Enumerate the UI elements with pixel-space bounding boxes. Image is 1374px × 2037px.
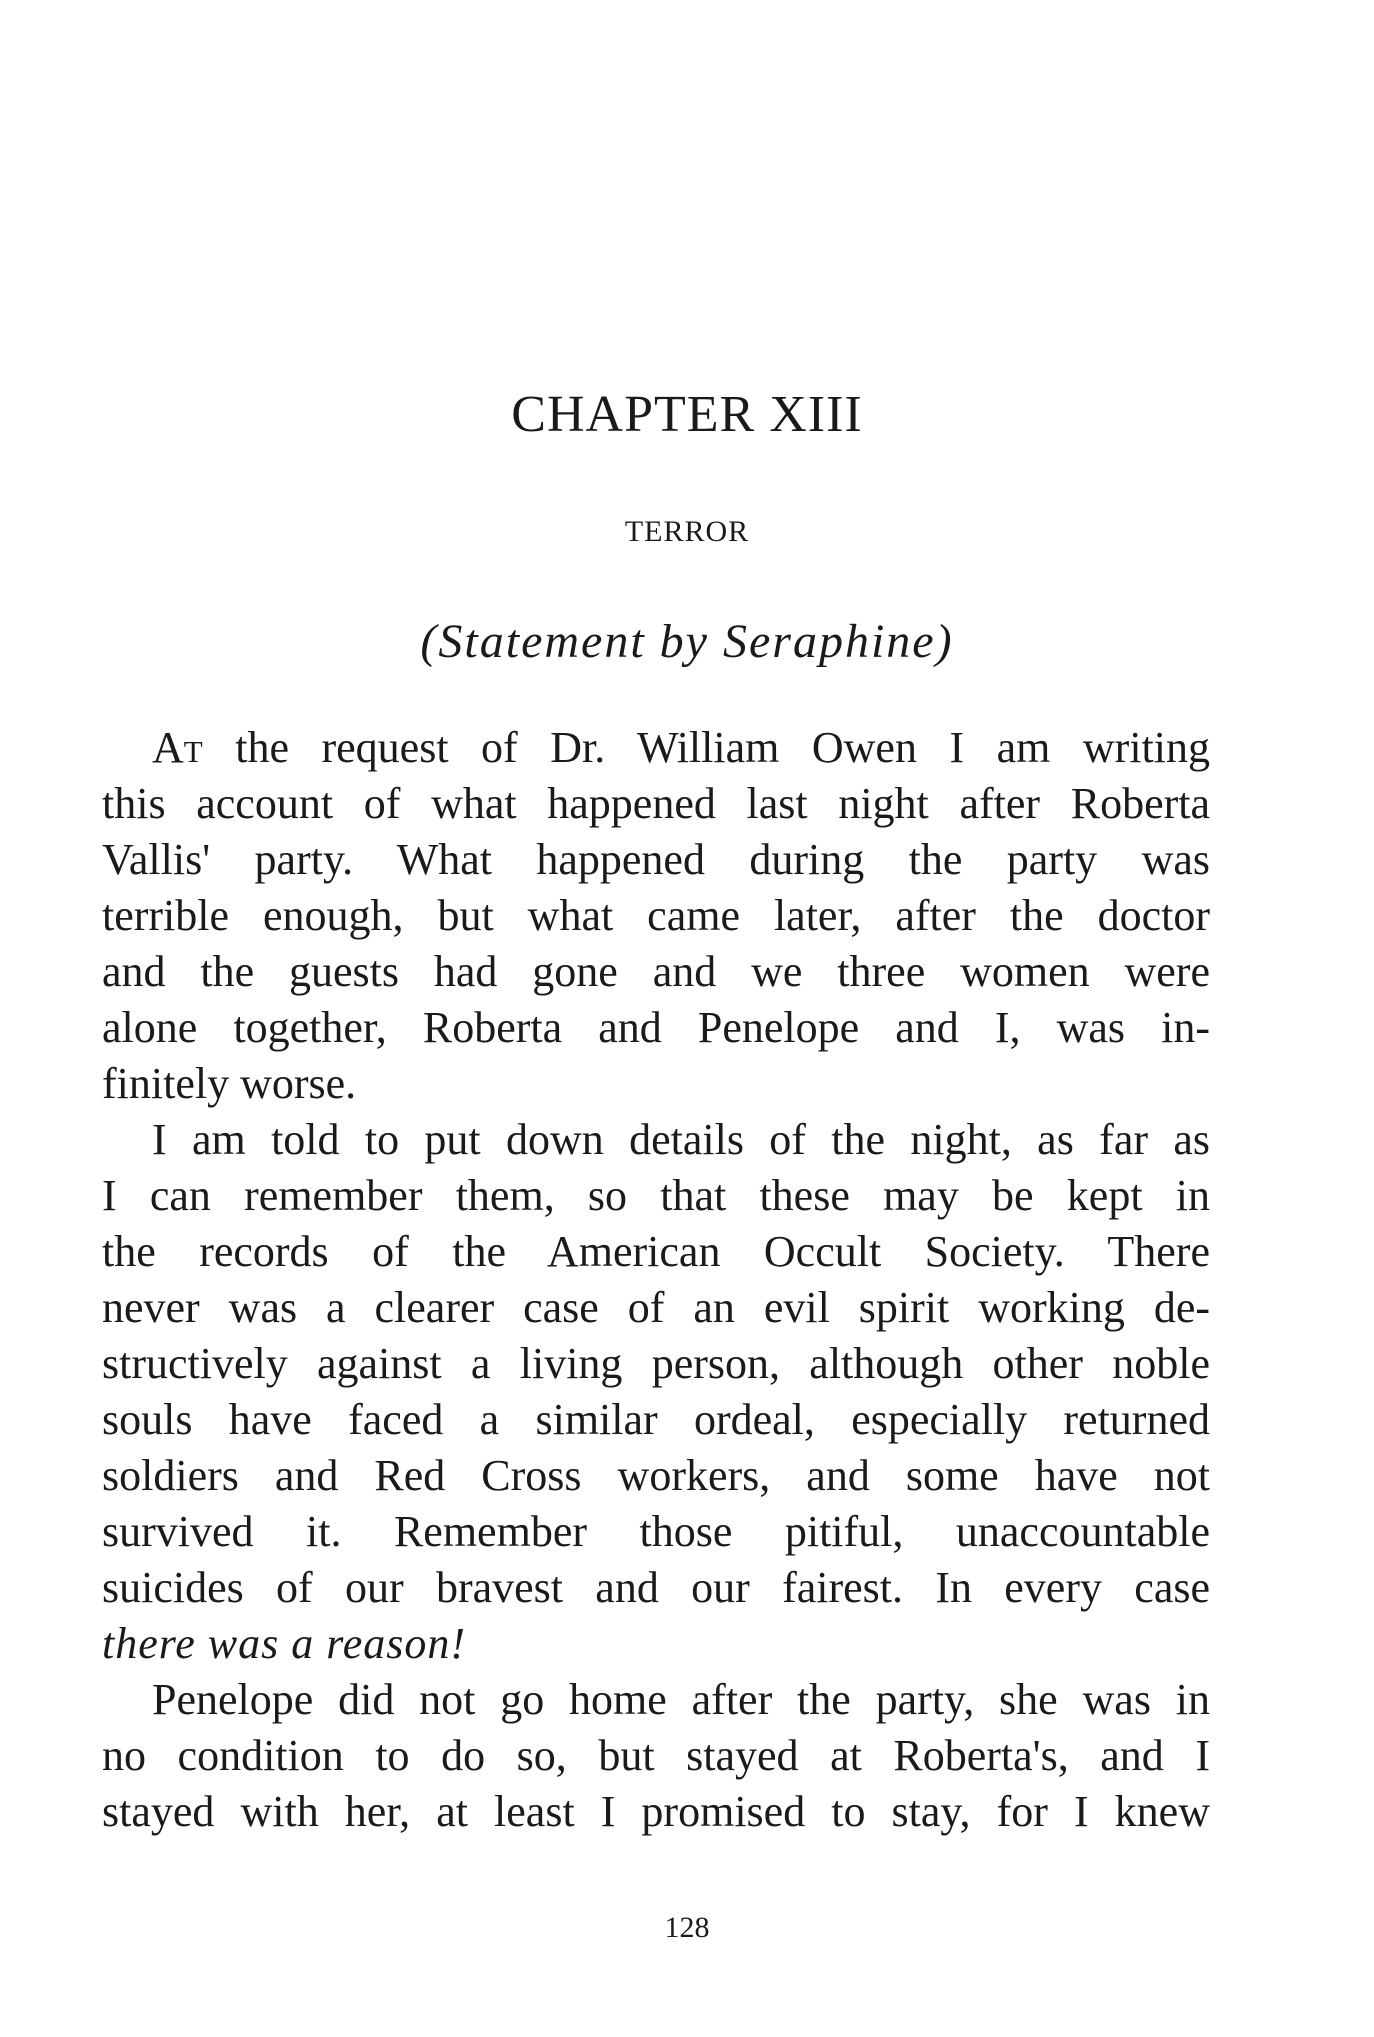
text-line: I am told to put down details of the night, as far as [152,1115,1210,1164]
statement-heading: (Statement by Seraphine) [420,615,954,668]
text-line: this account of what happened last night after Roberta [102,779,1210,828]
text-line: alone together, Roberta and Penelope and I, was in- [102,1003,1210,1052]
text-line-emphasis: there was a reason! [102,1619,467,1668]
text-line-content: the request of Dr. William Owen I am writing [202,723,1210,772]
text-line: structively against a living person, although other noble [102,1339,1210,1388]
chapter-subtitle: TERROR [624,515,750,548]
text-line: suicides of our bravest and our fairest. In every case [102,1563,1210,1612]
text-line: souls have faced a similar ordeal, especially returned [102,1395,1210,1444]
text-line: stayed with her, at least I promised to stay, for I knew [102,1787,1210,1836]
dropcap: At [152,723,203,772]
body-text [102,720,1210,1840]
chapter-title: CHAPTER XIII [511,386,863,443]
text-line: I can remember them, so that these may be kept in [102,1171,1210,1220]
text-line: survived it. Remember those pitiful, unaccountable [102,1507,1210,1556]
text-line: terrible enough, but what came later, after the doctor [102,891,1210,940]
text-line [102,720,1210,776]
text-line: and the guests had gone and we three women were [102,947,1210,996]
text-line: finitely worse. [102,1059,357,1108]
page-number: 128 [664,1911,710,1944]
text-line: Penelope did not go home after the party, she was in [152,1675,1210,1724]
text-line: Vallis' party. What happened during the party was [102,835,1210,884]
text-line: no condition to do so, but stayed at Roberta's, and I [102,1731,1210,1780]
text-line: the records of the American Occult Society. There [102,1227,1210,1276]
text-line: soldiers and Red Cross workers, and some have not [102,1451,1210,1500]
text-line: never was a clearer case of an evil spirit working de- [102,1283,1210,1332]
